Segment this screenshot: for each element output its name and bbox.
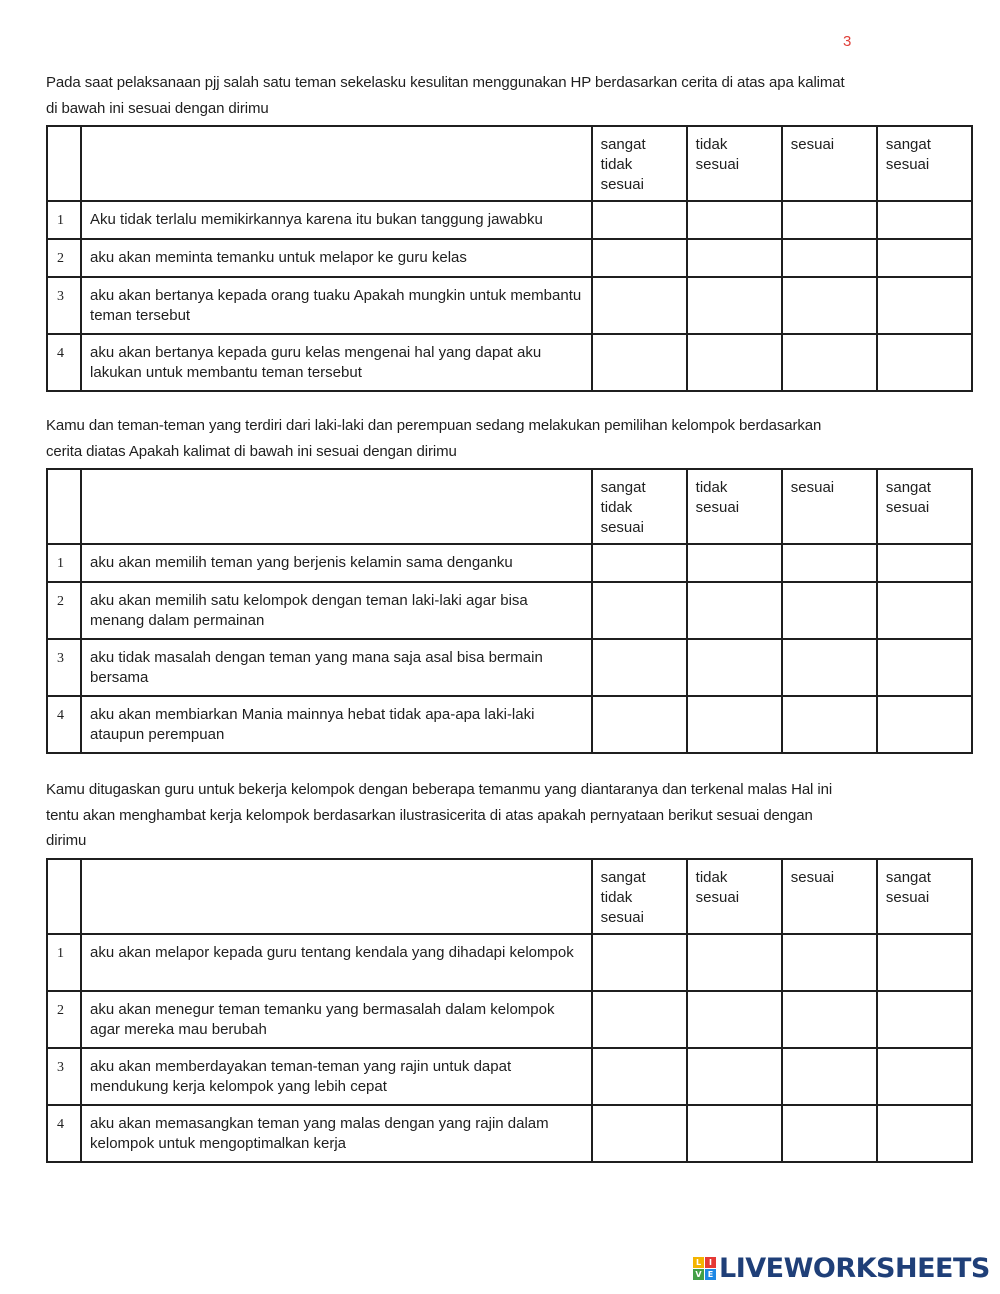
option-header: sangat tidak sesuai bbox=[592, 859, 687, 934]
choice-cell-sesuai[interactable] bbox=[782, 1048, 877, 1105]
option-header: sesuai bbox=[782, 859, 877, 934]
question-prompt: Kamu ditugaskan guru untuk bekerja kelompok dengan beberapa temanmu yang diantaranya dan terkenal malas Hal ini tentu akan menghambat kerja kelompok berdasarkan ilustrasicerita di atas apakah pernyataan berikut sesuai dengan dirimu bbox=[46, 781, 833, 849]
table-row bbox=[47, 639, 972, 696]
choice-cell-tidak-sesuai[interactable] bbox=[687, 696, 782, 753]
choice-cell-sangat-sesuai[interactable] bbox=[877, 1048, 972, 1105]
choice-cell-sesuai[interactable] bbox=[782, 544, 877, 582]
choice-cell-sangat-sesuai[interactable] bbox=[877, 201, 972, 239]
rating-table bbox=[46, 858, 973, 1163]
question-section-3 bbox=[46, 777, 973, 1163]
choice-cell-sesuai[interactable] bbox=[782, 239, 877, 277]
question-section-2 bbox=[46, 413, 973, 754]
choice-cell-tidak-sesuai[interactable] bbox=[687, 201, 782, 239]
liveworksheets-logo[interactable] bbox=[693, 1252, 990, 1284]
statement-text: aku akan memberdayakan teman-teman yang rajin untuk dapat mendukung kerja kelompok yang lebih cepat bbox=[81, 1048, 592, 1105]
choice-cell-tidak-sesuai[interactable] bbox=[687, 1105, 782, 1162]
choice-cell-sangat-tidak-sesuai[interactable] bbox=[592, 239, 687, 277]
table-row bbox=[47, 1105, 972, 1162]
statement-text: aku akan bertanya kepada orang tuaku Apakah mungkin untuk membantu teman tersebut bbox=[81, 277, 592, 334]
choice-cell-sesuai[interactable] bbox=[782, 696, 877, 753]
choice-cell-tidak-sesuai[interactable] bbox=[687, 934, 782, 991]
table-header-row bbox=[47, 126, 972, 201]
table-row bbox=[47, 1048, 972, 1105]
choice-cell-sangat-tidak-sesuai[interactable] bbox=[592, 201, 687, 239]
option-header: tidak sesuai bbox=[687, 469, 782, 544]
table-row bbox=[47, 696, 972, 753]
logo-letter-e: E bbox=[705, 1269, 716, 1280]
table-row bbox=[47, 934, 972, 991]
option-header: sangat tidak sesuai bbox=[592, 126, 687, 201]
table-header-row bbox=[47, 469, 972, 544]
choice-cell-tidak-sesuai[interactable] bbox=[687, 582, 782, 639]
choice-cell-sangat-tidak-sesuai[interactable] bbox=[592, 544, 687, 582]
header-blank-cell bbox=[81, 126, 592, 201]
choice-cell-tidak-sesuai[interactable] bbox=[687, 544, 782, 582]
option-header: sangat sesuai bbox=[877, 469, 972, 544]
page-number: 3 bbox=[843, 33, 852, 50]
header-blank-cell bbox=[47, 469, 81, 544]
statement-text: aku akan memasangkan teman yang malas dengan yang rajin dalam kelompok untuk mengoptimalkan kerja bbox=[81, 1105, 592, 1162]
row-number: 2 bbox=[47, 991, 81, 1048]
option-header: sangat sesuai bbox=[877, 126, 972, 201]
choice-cell-sangat-sesuai[interactable] bbox=[877, 582, 972, 639]
choice-cell-sangat-sesuai[interactable] bbox=[877, 239, 972, 277]
choice-cell-sangat-tidak-sesuai[interactable] bbox=[592, 277, 687, 334]
row-number: 1 bbox=[47, 544, 81, 582]
statement-text: aku akan memilih satu kelompok dengan teman laki-laki agar bisa menang dalam permainan bbox=[81, 582, 592, 639]
statement-text: aku akan bertanya kepada guru kelas mengenai hal yang dapat aku lakukan untuk membantu teman tersebut bbox=[81, 334, 592, 391]
choice-cell-sangat-sesuai[interactable] bbox=[877, 1105, 972, 1162]
choice-cell-sangat-tidak-sesuai[interactable] bbox=[592, 1048, 687, 1105]
option-header: tidak sesuai bbox=[687, 126, 782, 201]
header-blank-cell bbox=[81, 859, 592, 934]
statement-text: aku akan membiarkan Mania mainnya hebat tidak apa-apa laki-laki ataupun perempuan bbox=[81, 696, 592, 753]
choice-cell-sangat-tidak-sesuai[interactable] bbox=[592, 991, 687, 1048]
statement-text: aku akan meminta temanku untuk melapor ke guru kelas bbox=[81, 239, 592, 277]
logo-mark-icon bbox=[693, 1257, 716, 1280]
choice-cell-sesuai[interactable] bbox=[782, 334, 877, 391]
statement-text: Aku tidak terlalu memikirkannya karena itu bukan tanggung jawabku bbox=[81, 201, 592, 239]
choice-cell-sangat-sesuai[interactable] bbox=[877, 991, 972, 1048]
choice-cell-sangat-tidak-sesuai[interactable] bbox=[592, 934, 687, 991]
header-blank-cell bbox=[81, 469, 592, 544]
choice-cell-sangat-sesuai[interactable] bbox=[877, 696, 972, 753]
row-number: 4 bbox=[47, 1105, 81, 1162]
header-blank-cell bbox=[47, 859, 81, 934]
choice-cell-sangat-sesuai[interactable] bbox=[877, 934, 972, 991]
choice-cell-sangat-sesuai[interactable] bbox=[877, 277, 972, 334]
choice-cell-sesuai[interactable] bbox=[782, 277, 877, 334]
statement-text: aku tidak masalah dengan teman yang mana saja asal bisa bermain bersama bbox=[81, 639, 592, 696]
choice-cell-sesuai[interactable] bbox=[782, 582, 877, 639]
rating-table bbox=[46, 468, 973, 754]
statement-text: aku akan melapor kepada guru tentang kendala yang dihadapi kelompok bbox=[81, 934, 592, 991]
choice-cell-tidak-sesuai[interactable] bbox=[687, 991, 782, 1048]
logo-letter-i: I bbox=[705, 1257, 716, 1268]
row-number: 1 bbox=[47, 201, 81, 239]
logo-letter-l: L bbox=[693, 1257, 704, 1268]
row-number: 4 bbox=[47, 334, 81, 391]
table-header-row bbox=[47, 859, 972, 934]
question-section-1 bbox=[46, 70, 973, 392]
choice-cell-tidak-sesuai[interactable] bbox=[687, 334, 782, 391]
choice-cell-sangat-sesuai[interactable] bbox=[877, 334, 972, 391]
choice-cell-sesuai[interactable] bbox=[782, 934, 877, 991]
choice-cell-sesuai[interactable] bbox=[782, 201, 877, 239]
option-header: sesuai bbox=[782, 469, 877, 544]
choice-cell-sangat-tidak-sesuai[interactable] bbox=[592, 696, 687, 753]
question-prompt: Pada saat pelaksanaan pjj salah satu teman sekelasku kesulitan menggunakan HP berdasarkan cerita di atas apa kalimat di bawah ini sesuai dengan dirimu bbox=[46, 74, 845, 117]
choice-cell-sangat-tidak-sesuai[interactable] bbox=[592, 582, 687, 639]
choice-cell-sangat-tidak-sesuai[interactable] bbox=[592, 334, 687, 391]
choice-cell-tidak-sesuai[interactable] bbox=[687, 1048, 782, 1105]
row-number: 3 bbox=[47, 277, 81, 334]
choice-cell-sangat-tidak-sesuai[interactable] bbox=[592, 639, 687, 696]
row-number: 4 bbox=[47, 696, 81, 753]
table-row bbox=[47, 334, 972, 391]
row-number: 3 bbox=[47, 1048, 81, 1105]
logo-letter-v: V bbox=[693, 1269, 704, 1280]
table-row bbox=[47, 582, 972, 639]
choice-cell-tidak-sesuai[interactable] bbox=[687, 239, 782, 277]
choice-cell-sangat-tidak-sesuai[interactable] bbox=[592, 1105, 687, 1162]
row-number: 3 bbox=[47, 639, 81, 696]
choice-cell-sangat-sesuai[interactable] bbox=[877, 639, 972, 696]
table-row bbox=[47, 544, 972, 582]
choice-cell-sangat-sesuai[interactable] bbox=[877, 544, 972, 582]
logo-wordmark: LIVEWORKSHEETS bbox=[719, 1252, 990, 1284]
header-blank-cell bbox=[47, 126, 81, 201]
option-header: sesuai bbox=[782, 126, 877, 201]
question-prompt: Kamu dan teman-teman yang terdiri dari laki-laki dan perempuan sedang melakukan pemilihan kelompok berdasarkan cerita diatas Apakah kalimat di bawah ini sesuai dengan dirimu bbox=[46, 417, 822, 460]
rating-table bbox=[46, 125, 973, 392]
choice-cell-sesuai[interactable] bbox=[782, 1105, 877, 1162]
row-number: 2 bbox=[47, 582, 81, 639]
option-header: sangat sesuai bbox=[877, 859, 972, 934]
row-number: 2 bbox=[47, 239, 81, 277]
choice-cell-sesuai[interactable] bbox=[782, 991, 877, 1048]
table-row bbox=[47, 991, 972, 1048]
option-header: sangat tidak sesuai bbox=[592, 469, 687, 544]
choice-cell-tidak-sesuai[interactable] bbox=[687, 277, 782, 334]
choice-cell-tidak-sesuai[interactable] bbox=[687, 639, 782, 696]
row-number: 1 bbox=[47, 934, 81, 991]
table-row bbox=[47, 239, 972, 277]
statement-text: aku akan memilih teman yang berjenis kelamin sama denganku bbox=[81, 544, 592, 582]
option-header: tidak sesuai bbox=[687, 859, 782, 934]
statement-text: aku akan menegur teman temanku yang bermasalah dalam kelompok agar mereka mau berubah bbox=[81, 991, 592, 1048]
table-row bbox=[47, 201, 972, 239]
choice-cell-sesuai[interactable] bbox=[782, 639, 877, 696]
table-row bbox=[47, 277, 972, 334]
